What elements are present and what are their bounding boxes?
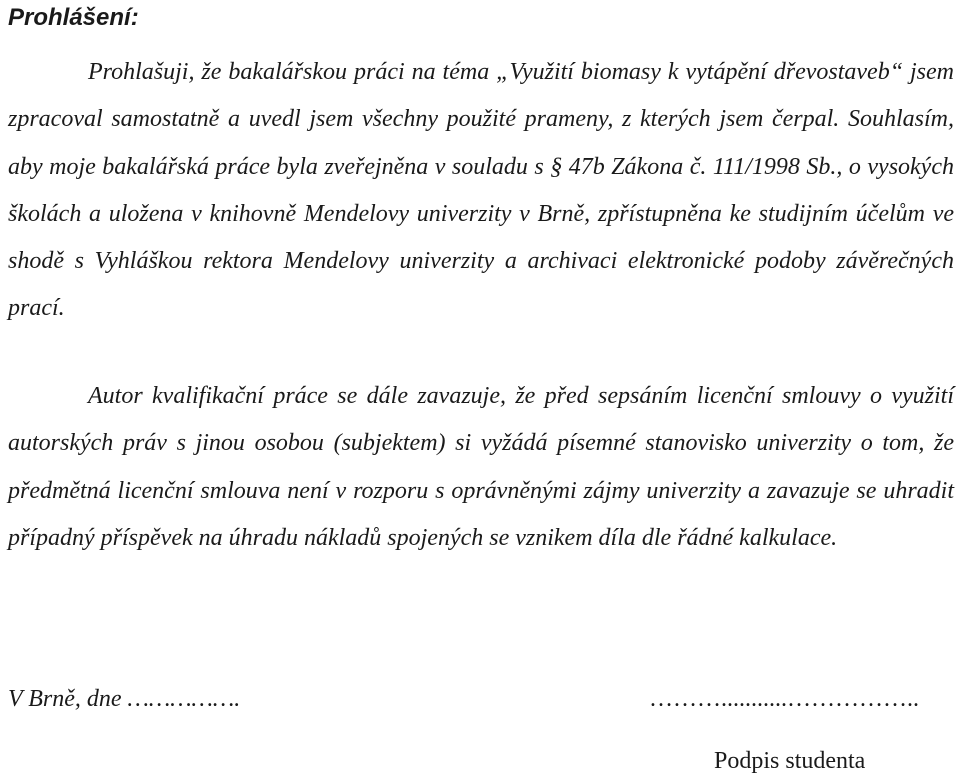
declaration-paragraph: Prohlašuji, že bakalářskou práci na téma „Využití biomasy k vytápění dřevostaveb“ jsem zpracoval samostatně a uvedl jsem všechny použité prameny, z kterých jsem čerpal. Souhlasím, aby moje bakalářská práce byla zveřejněna v souladu s § 47b Zákona č. 111/1998 Sb., o vysokých školách a uložena v knihovně Mendelovy univerzity v Brně, zpřístupněna ke studijním účelům ve shodě s Vyhláškou rektora Mendelovy univerzity a archivaci elektronické podoby závěrečných prací. xyxy=(8,59,954,322)
license-obligation-paragraph: Autor kvalifikační práce se dále zavazuje, že před sepsáním licenční smlouvy o využití autorských práv s jinou osobou (subjektem) si vyžádá písemné stanovisko univerzity o tom, že předmětná licenční smlouva není v rozporu s oprávněnými zájmy univerzity a zavazuje se uhradit případný příspěvek na úhradu nákladů spojených se vznikem díla dle řádné kalkulace. xyxy=(8,383,954,551)
page-title: Prohlášení: xyxy=(8,4,139,31)
signature-label: Podpis studenta xyxy=(714,748,866,774)
place-and-date-line: V Brně, dne ……………. xyxy=(8,686,241,712)
signature-line: ………...........…………….. xyxy=(649,686,919,712)
